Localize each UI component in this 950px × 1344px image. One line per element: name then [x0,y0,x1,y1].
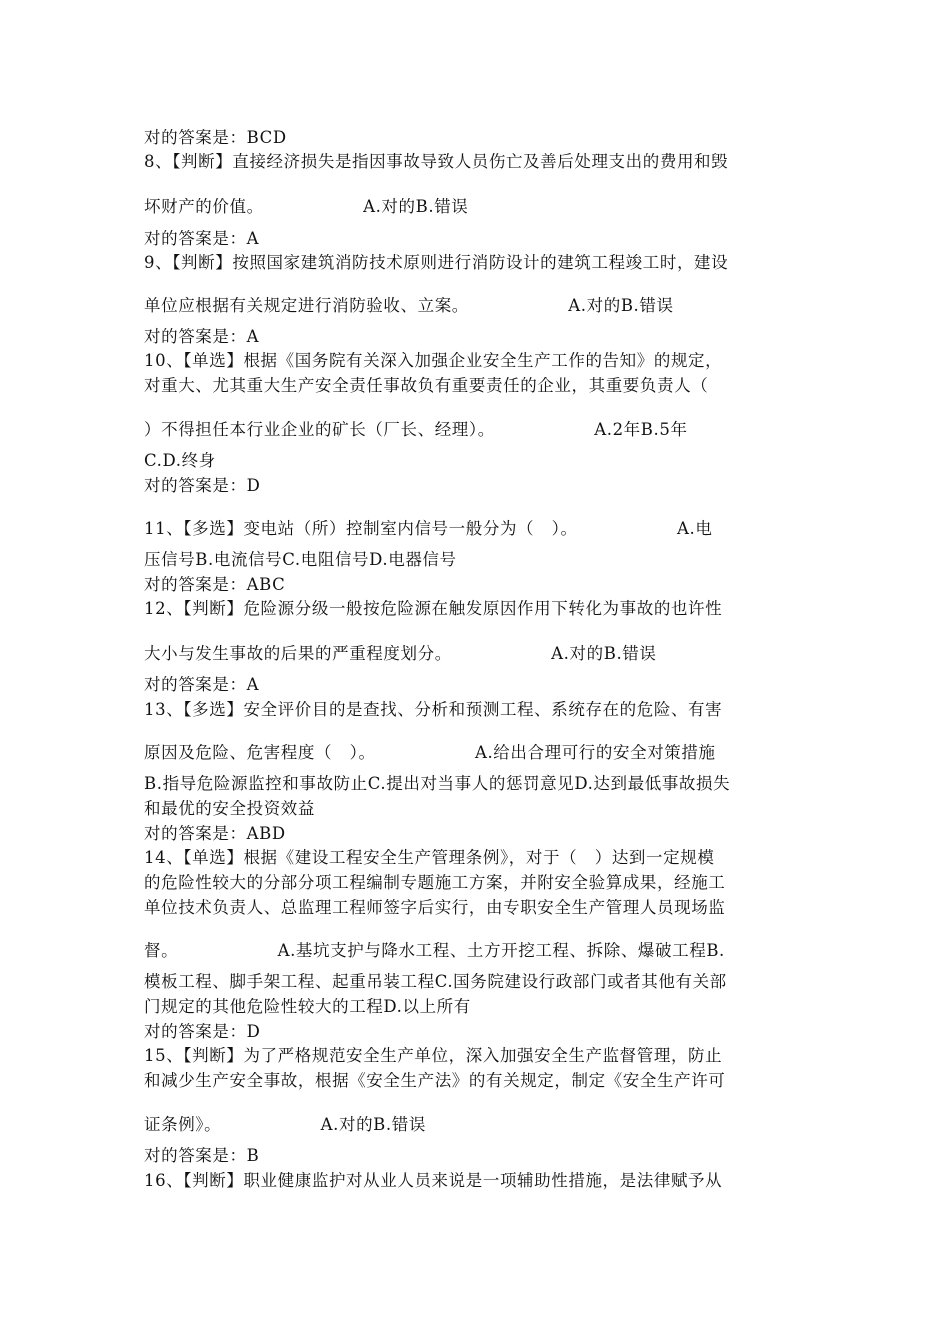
answer-line: 对的答案是：A [144,675,260,694]
question-line: 的危险性较大的分部分项工程编制专题施工方案，并附安全验算成果，经施工 [144,873,726,892]
question-line: 13、【多选】安全评价目的是查找、分析和预测工程、系统存在的危险、有害 [144,700,723,719]
question-line: 压信号B.电流信号C.电阻信号D.电器信号 [144,550,457,569]
question-line: B.指导危险源监控和事故防止C.提出对当事人的惩罚意见D.达到最低事故损失 [144,774,731,793]
question-line: 12、【判断】危险源分级一般按危险源在触发原因作用下转化为事故的也许性 [144,599,723,618]
question-line: 模板工程、脚手架工程、起重吊装工程C.国务院建设行政部门或者其他有关部 [144,972,727,991]
question-line: 9、【判断】按照国家建筑消防技术原则进行消防设计的建筑工程竣工时，建设 [144,253,729,272]
question-line: 单位技术负责人、总监理工程师签字后实行，由专职安全生产管理人员现场监 [144,898,726,917]
question-line: 10、【单选】根据《国务院有关深入加强企业安全生产工作的告知》的规定， [144,351,723,370]
answer-line: 对的答案是：D [144,1022,261,1041]
question-line: 16、【判断】职业健康监护对从业人员来说是一项辅助性措施，是法律赋予从 [144,1171,723,1190]
answer-line: 对的答案是：A [144,229,260,248]
answer-line: 对的答案是：ABD [144,824,286,843]
question-line: 11、【多选】变电站（所）控制室内信号一般分为（ ）。 A.电 [144,519,713,538]
question-line: 14、【单选】根据《建设工程安全生产管理条例》，对于（ ）达到一定规模 [144,848,715,867]
question-line: 门规定的其他危险性较大的工程D.以上所有 [144,997,471,1016]
question-line: 大小与发生事故的后果的严重程度划分。 A.对的B.错误 [144,644,657,663]
question-line: 单位应根据有关规定进行消防验收、立案。 A.对的B.错误 [144,296,674,315]
question-line: 15、【判断】为了严格规范安全生产单位，深入加强安全生产监督管理，防止 [144,1046,723,1065]
answer-line: 对的答案是：B [144,1146,260,1165]
question-line: 督。 A.基坑支护与降水工程、土方开挖工程、拆除、爆破工程B. [144,941,725,960]
question-line: 8、【判断】直接经济损失是指因事故导致人员伤亡及善后处理支出的费用和毁 [144,152,729,171]
question-line: 和减少生产安全事故，根据《安全生产法》的有关规定，制定《安全生产许可 [144,1071,726,1090]
question-line: C.D.终身 [144,451,216,470]
question-line: 证条例》。 A.对的B.错误 [144,1115,426,1134]
answer-line: 对的答案是：BCD [144,128,287,147]
answer-line: 对的答案是：ABC [144,575,286,594]
question-line: 原因及危险、危害程度（ ）。 A.给出合理可行的安全对策措施 [144,743,716,762]
question-line: 和最优的安全投资效益 [144,799,315,818]
answer-line: 对的答案是：A [144,327,260,346]
question-line: 坏财产的价值。 A.对的B.错误 [144,197,469,216]
question-line: ）不得担任本行业企业的矿长（厂长、经理）。 A.2年B.5年 [144,420,688,439]
question-line: 对重大、尤其重大生产安全责任事故负有重要责任的企业，其重要负责人（ [144,376,709,395]
answer-line: 对的答案是：D [144,476,261,495]
